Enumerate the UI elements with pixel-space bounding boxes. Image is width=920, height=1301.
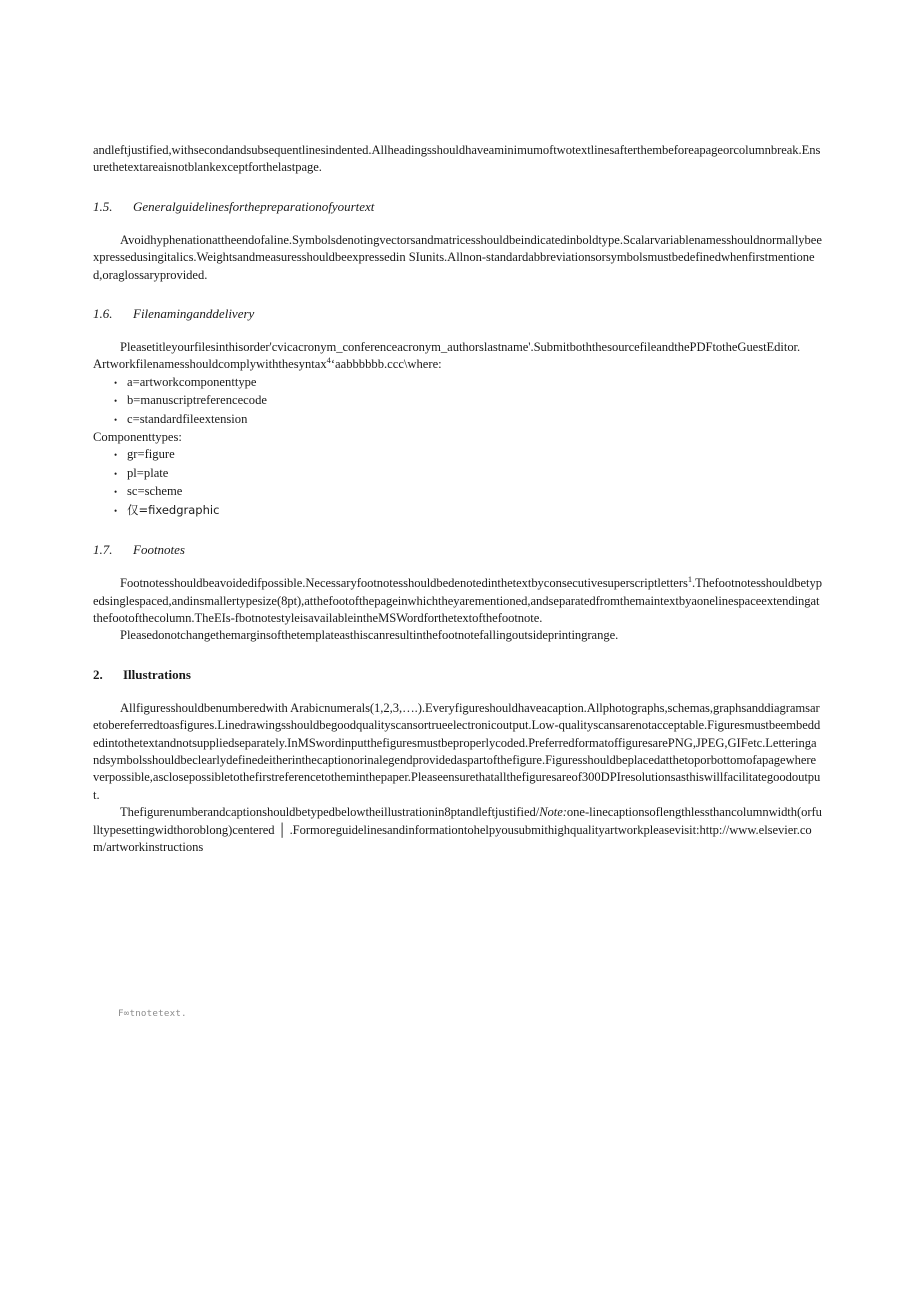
bullet-icon: • bbox=[114, 414, 118, 425]
list-item-label: c=standardfileextension bbox=[127, 411, 248, 426]
bullet-icon: • bbox=[114, 450, 118, 461]
page-footnote-text: F∞tnotetext. bbox=[118, 1008, 187, 1019]
spacer bbox=[93, 520, 822, 541]
heading-2-title: Illustrations bbox=[123, 666, 191, 682]
paragraph-1-7-1-continuation: .Thefootnotesshouldbetypedsinglespaced,andinsmallertypesize(8pt),atthefootofthepageinwhichtheyarementioned,andseparatedfromthemaintextbyaonelinespaceextendingatthefootofthecolumn.TheEIs-fbotnotestyleisavailableintheMSWordforthetextofthefootnote. bbox=[93, 576, 822, 625]
spacer bbox=[93, 215, 822, 232]
spacer bbox=[93, 645, 822, 666]
illustrations-paragraph-2-part-a: Thefigurenumberandcaptionshouldbetypedbelowtheillustrationin8ptandleftjustified/ bbox=[120, 805, 540, 820]
list-item bbox=[93, 502, 822, 520]
bullet-icon: • bbox=[114, 505, 118, 516]
heading-1-6 bbox=[93, 305, 822, 322]
heading-2-illustrations bbox=[93, 666, 822, 683]
list-item-label: a=artworkcomponenttype bbox=[127, 374, 257, 389]
list-item-label: 仅=fixedgraphic bbox=[127, 502, 220, 517]
paragraph-1-7-1-lead: Footnotesshouldbeavoidedifpossible.Necessaryfootnotesshouldbedenotedinthetextbyconsecutivesuperscriptletters bbox=[120, 576, 688, 591]
page-footnote-area bbox=[118, 1008, 718, 1020]
heading-1-5 bbox=[93, 198, 822, 215]
heading-1-5-number: 1.5. bbox=[93, 198, 113, 214]
bullet-icon: • bbox=[114, 468, 118, 479]
artwork-syntax-prefix: Artworkfilenamesshouldcomplywiththesyntax bbox=[93, 357, 327, 372]
spacer bbox=[93, 683, 822, 700]
paragraph-1-5-1: Avoidhyphenationattheendofaline.Symbolsdenotingvectorsandmatricesshouldbeindicatedinboldtype.Scalarvariablenamesshouldnormallybeexpressedusingitalics.Weightsandmeasuresshouldbeexpressedin SIunits.Allnon-standardabbreviationsorsymbolsmustbedefinedwhenfirstmentioned,oraglossaryprovided. bbox=[93, 232, 822, 282]
paragraph-1-7-1 bbox=[93, 575, 822, 627]
spacer bbox=[93, 558, 822, 575]
artwork-syntax-bullet-list bbox=[93, 374, 822, 429]
footnote-reference-marker: 1 bbox=[687, 574, 692, 584]
paragraph-1-7-2: Pleasedonotchangethemarginsofthetemplateasthiscanresultinthefootnotefallingoutsideprintingrange. bbox=[120, 628, 619, 643]
component-types-bullet-list bbox=[93, 446, 822, 520]
list-item bbox=[93, 374, 822, 392]
list-item bbox=[93, 465, 822, 483]
list-item-label: pl=plate bbox=[127, 465, 169, 480]
heading-1-6-title: Filenaminganddelivery bbox=[133, 306, 255, 322]
paragraph-1-6-1: Pleasetitleyourfilesinthisorder'cvicacronym_conferenceacronym_authorslastname'.SubmitboththesourcefileandthePDFtotheGuestEditor. bbox=[120, 340, 801, 355]
list-item-label: gr=figure bbox=[127, 447, 175, 462]
spacer bbox=[93, 284, 822, 305]
heading-1-7-number: 1.7. bbox=[93, 542, 113, 558]
list-item bbox=[93, 411, 822, 429]
heading-1-6-number: 1.6. bbox=[93, 306, 113, 322]
spacer bbox=[93, 322, 822, 339]
opening-paragraph: andleftjustified,withsecondandsubsequentlinesindented.Allheadingsshouldhaveaminimumoftwotextlinesafterthembeforeapageorcolumnbreak.Ensurethetextareaisnotblankexceptforthelastpage. bbox=[93, 143, 821, 175]
illustrations-paragraph-1: Allfiguresshouldbenumberedwith Arabicnumerals(1,2,3,….).Everyfigureshouldhaveacaption.Allphotographs,schemas,graphsanddiagramsaretobereferredtoasfigures.Linedrawingsshouldbegoodqualityscansortrueelectronicoutput.Low-qualityscansarenotacceptable.Figuresmustbeembeddedintothetextandnotsuppliedseparately.InMSwordinputthefiguresmustbeproperlycoded.PreferredformatoffiguresarePNG,JPEG,GIFetc.Letteringandsymbolsshouldbeclearlydefinedeitherinthecaptionorinalegendprovidedaspartofthefigure.Figuresshouldbeplacedatthetoporbottomofapagewhereverpossible,asclosepossibletothefirstreferencetotheminthepaper.Pleaseensurethatallthefiguresareof300DPIresolutionsasthiswillfacilitategoodoutput. bbox=[93, 700, 821, 802]
list-item-label: b=manuscriptreferencecode bbox=[127, 393, 267, 408]
list-item bbox=[93, 392, 822, 410]
illustrations-paragraph-2-part-b: one-linecaptionsoflengthlessthancolumnwidth(orfulltypesettingwidthoroblong)centered │ .Formoreguidelinesandinformationtohelpyousubmithighqualityartworkpleasevisit:http://www.elsevier.com/artworkinstructions bbox=[93, 805, 822, 854]
page-content-column bbox=[93, 142, 822, 856]
list-item bbox=[93, 446, 822, 464]
artwork-syntax-suffix: ‘aabbbbbb.ccc\where: bbox=[330, 357, 442, 372]
artwork-syntax-line bbox=[93, 356, 822, 373]
component-types-label: Componenttypes: bbox=[93, 430, 182, 445]
heading-1-5-title: Generalguidelinesforthepreparationofyourtext bbox=[133, 198, 375, 214]
illustrations-note-label: Note: bbox=[539, 805, 567, 820]
spacer bbox=[93, 177, 822, 198]
list-item bbox=[93, 483, 822, 501]
artwork-syntax-footnote-marker: 4 bbox=[326, 356, 331, 366]
bullet-icon: • bbox=[114, 487, 118, 498]
heading-1-7-title: Footnotes bbox=[133, 542, 185, 558]
bullet-icon: • bbox=[114, 396, 118, 407]
heading-1-7 bbox=[93, 541, 822, 558]
illustrations-paragraph-2 bbox=[93, 804, 822, 856]
heading-2-number: 2. bbox=[93, 666, 103, 682]
list-item-label: sc=scheme bbox=[127, 484, 183, 499]
bullet-icon: • bbox=[114, 377, 118, 388]
